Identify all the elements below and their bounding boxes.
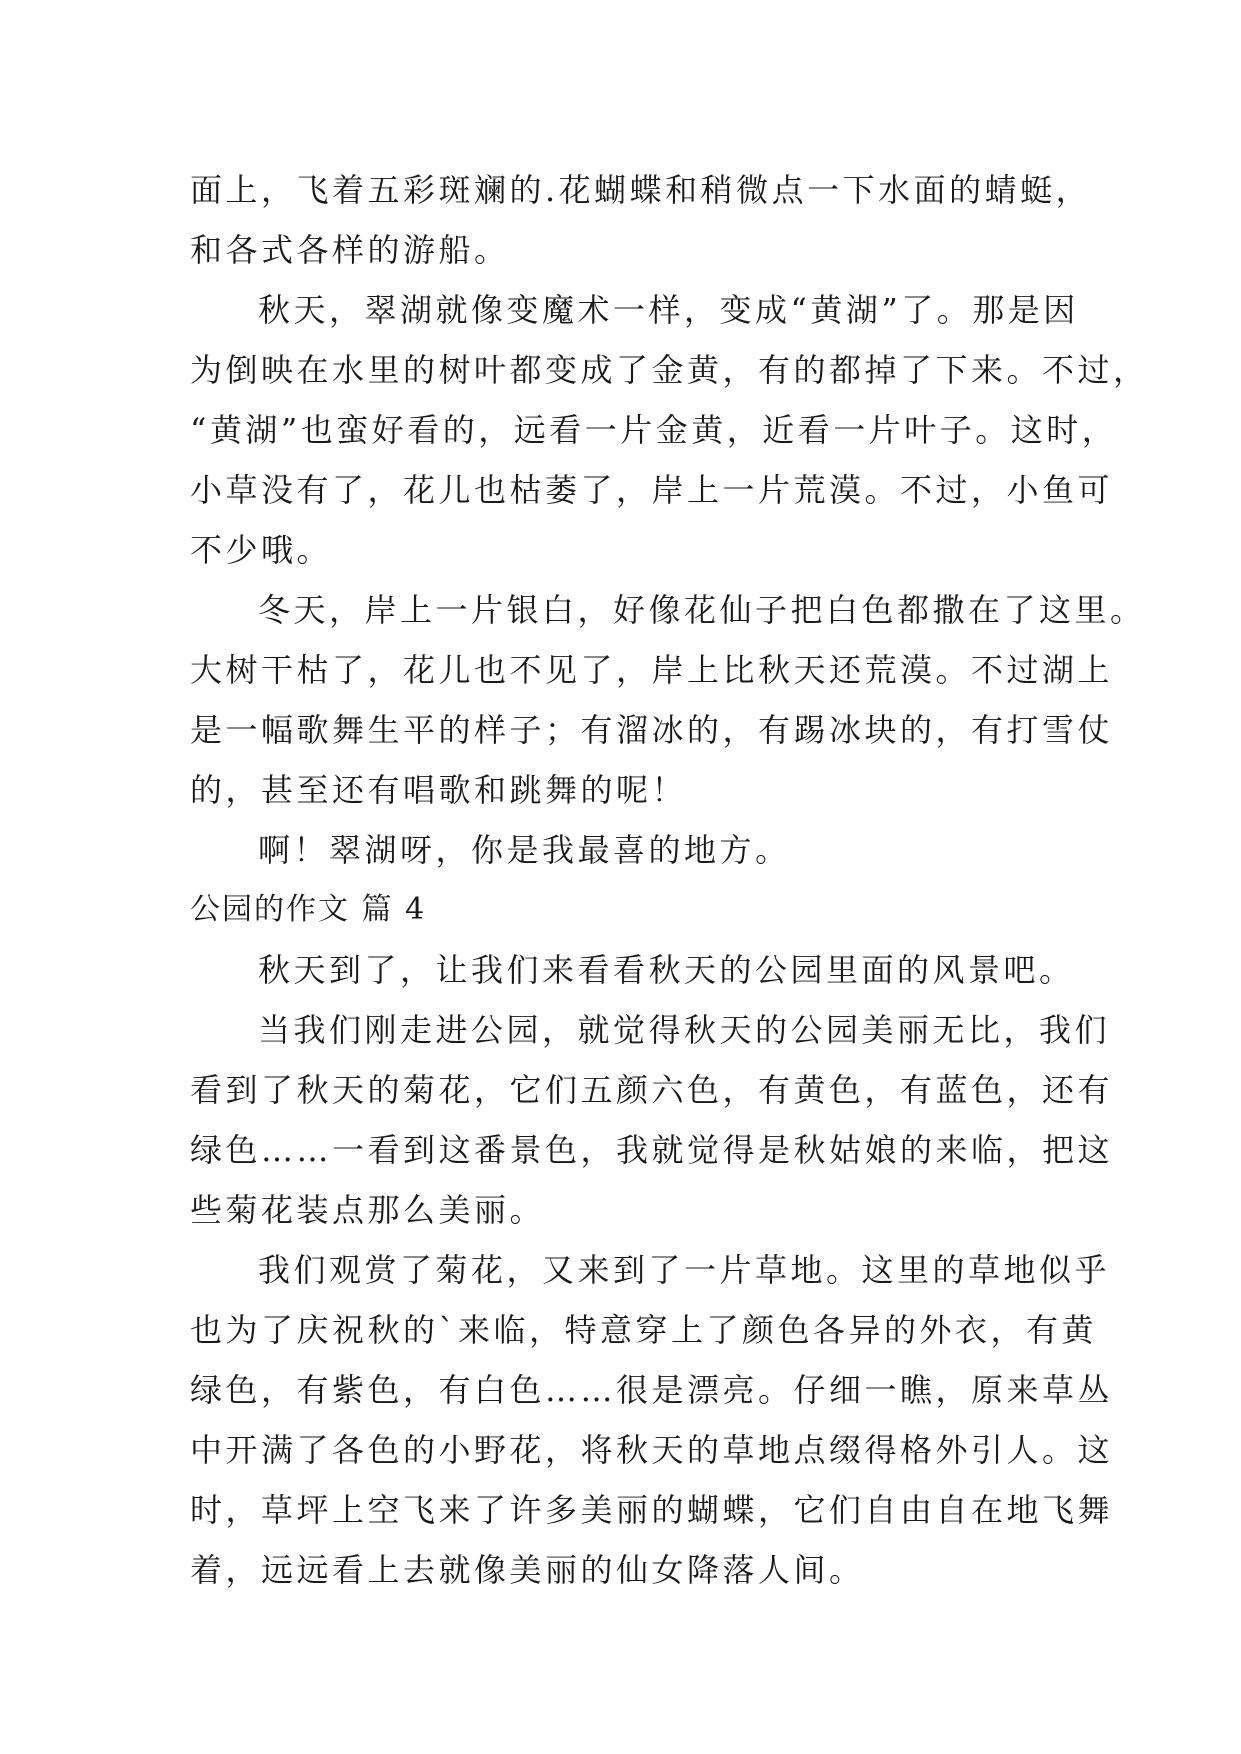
text-line: 我们观赏了菊花，又来到了一片草地。这里的草地似乎 [258,1251,1111,1289]
text-line: 着，远远看上去就像美丽的仙女降落人间。 [190,1551,865,1589]
text-line: 的，甚至还有唱歌和跳舞的呢！ [190,771,688,809]
text-line: 冬天，岸上一片银白，好像花仙子把白色都撒在了这里。 [258,591,1146,629]
paragraph [190,1240,1114,1600]
paragraph [190,1000,1114,1240]
text-line: 看到了秋天的菊花，它们五颜六色，有黄色，有蓝色，还有 [190,1071,1114,1109]
text-line: 绿色……一看到这番景色，我就觉得是秋姑娘的来临，把这 [190,1131,1114,1169]
paragraph [190,280,1149,580]
text-line: 中开满了各色的小野花，将秋天的草地点缀得格外引人。这 [190,1431,1114,1469]
text-line: 大树干枯了，花儿也不见了，岸上比秋天还荒漠。不过湖上 [190,651,1114,689]
document-body [190,160,1149,1600]
text-line: 和各式各样的游船。 [190,231,510,269]
text-line: 不少哦。 [190,531,333,569]
text-line: 小草没有了，花儿也枯萎了，岸上一片荒漠。不过，小鱼可 [190,471,1114,509]
text-line: 秋天，翠湖就像变魔术一样，变成“黄湖”了。那是因 [258,291,1079,329]
text-line: 也为了庆祝秋的`来临，特意穿上了颜色各异的外衣，有黄 [190,1311,1098,1349]
text-line: 为倒映在水里的树叶都变成了金黄，有的都掉了下来。不过， [190,351,1149,389]
section-heading [190,880,1050,940]
text-line: 当我们刚走进公园，就觉得秋天的公园美丽无比，我们 [258,1011,1111,1049]
paragraph [190,580,1146,820]
text-line: “黄湖”也蛮好看的，远看一片金黄，近看一片叶子。这时， [190,411,1118,449]
text-line: 啊！翠湖呀，你是我最喜的地方。 [258,831,791,869]
text-line: 秋天到了，让我们来看看秋天的公园里面的风景吧。 [258,951,1075,989]
text-line: 些菊花装点那么美丽。 [190,1191,546,1229]
paragraph [190,940,1075,1000]
text-line: 时，草坪上空飞来了许多美丽的蝴蝶，它们自由自在地飞舞 [190,1491,1114,1529]
paragraph [190,820,1050,880]
heading-text: 公园的作文 篇 4 [190,892,427,927]
paragraph [190,160,1092,280]
text-line: 面上，飞着五彩斑斓的.花蝴蝶和稍微点一下水面的蜻蜓， [190,171,1092,209]
text-line: 绿色，有紫色，有白色……很是漂亮。仔细一瞧，原来草丛 [190,1371,1114,1409]
text-line: 是一幅歌舞生平的样子；有溜冰的，有踢冰块的，有打雪仗 [190,711,1114,749]
